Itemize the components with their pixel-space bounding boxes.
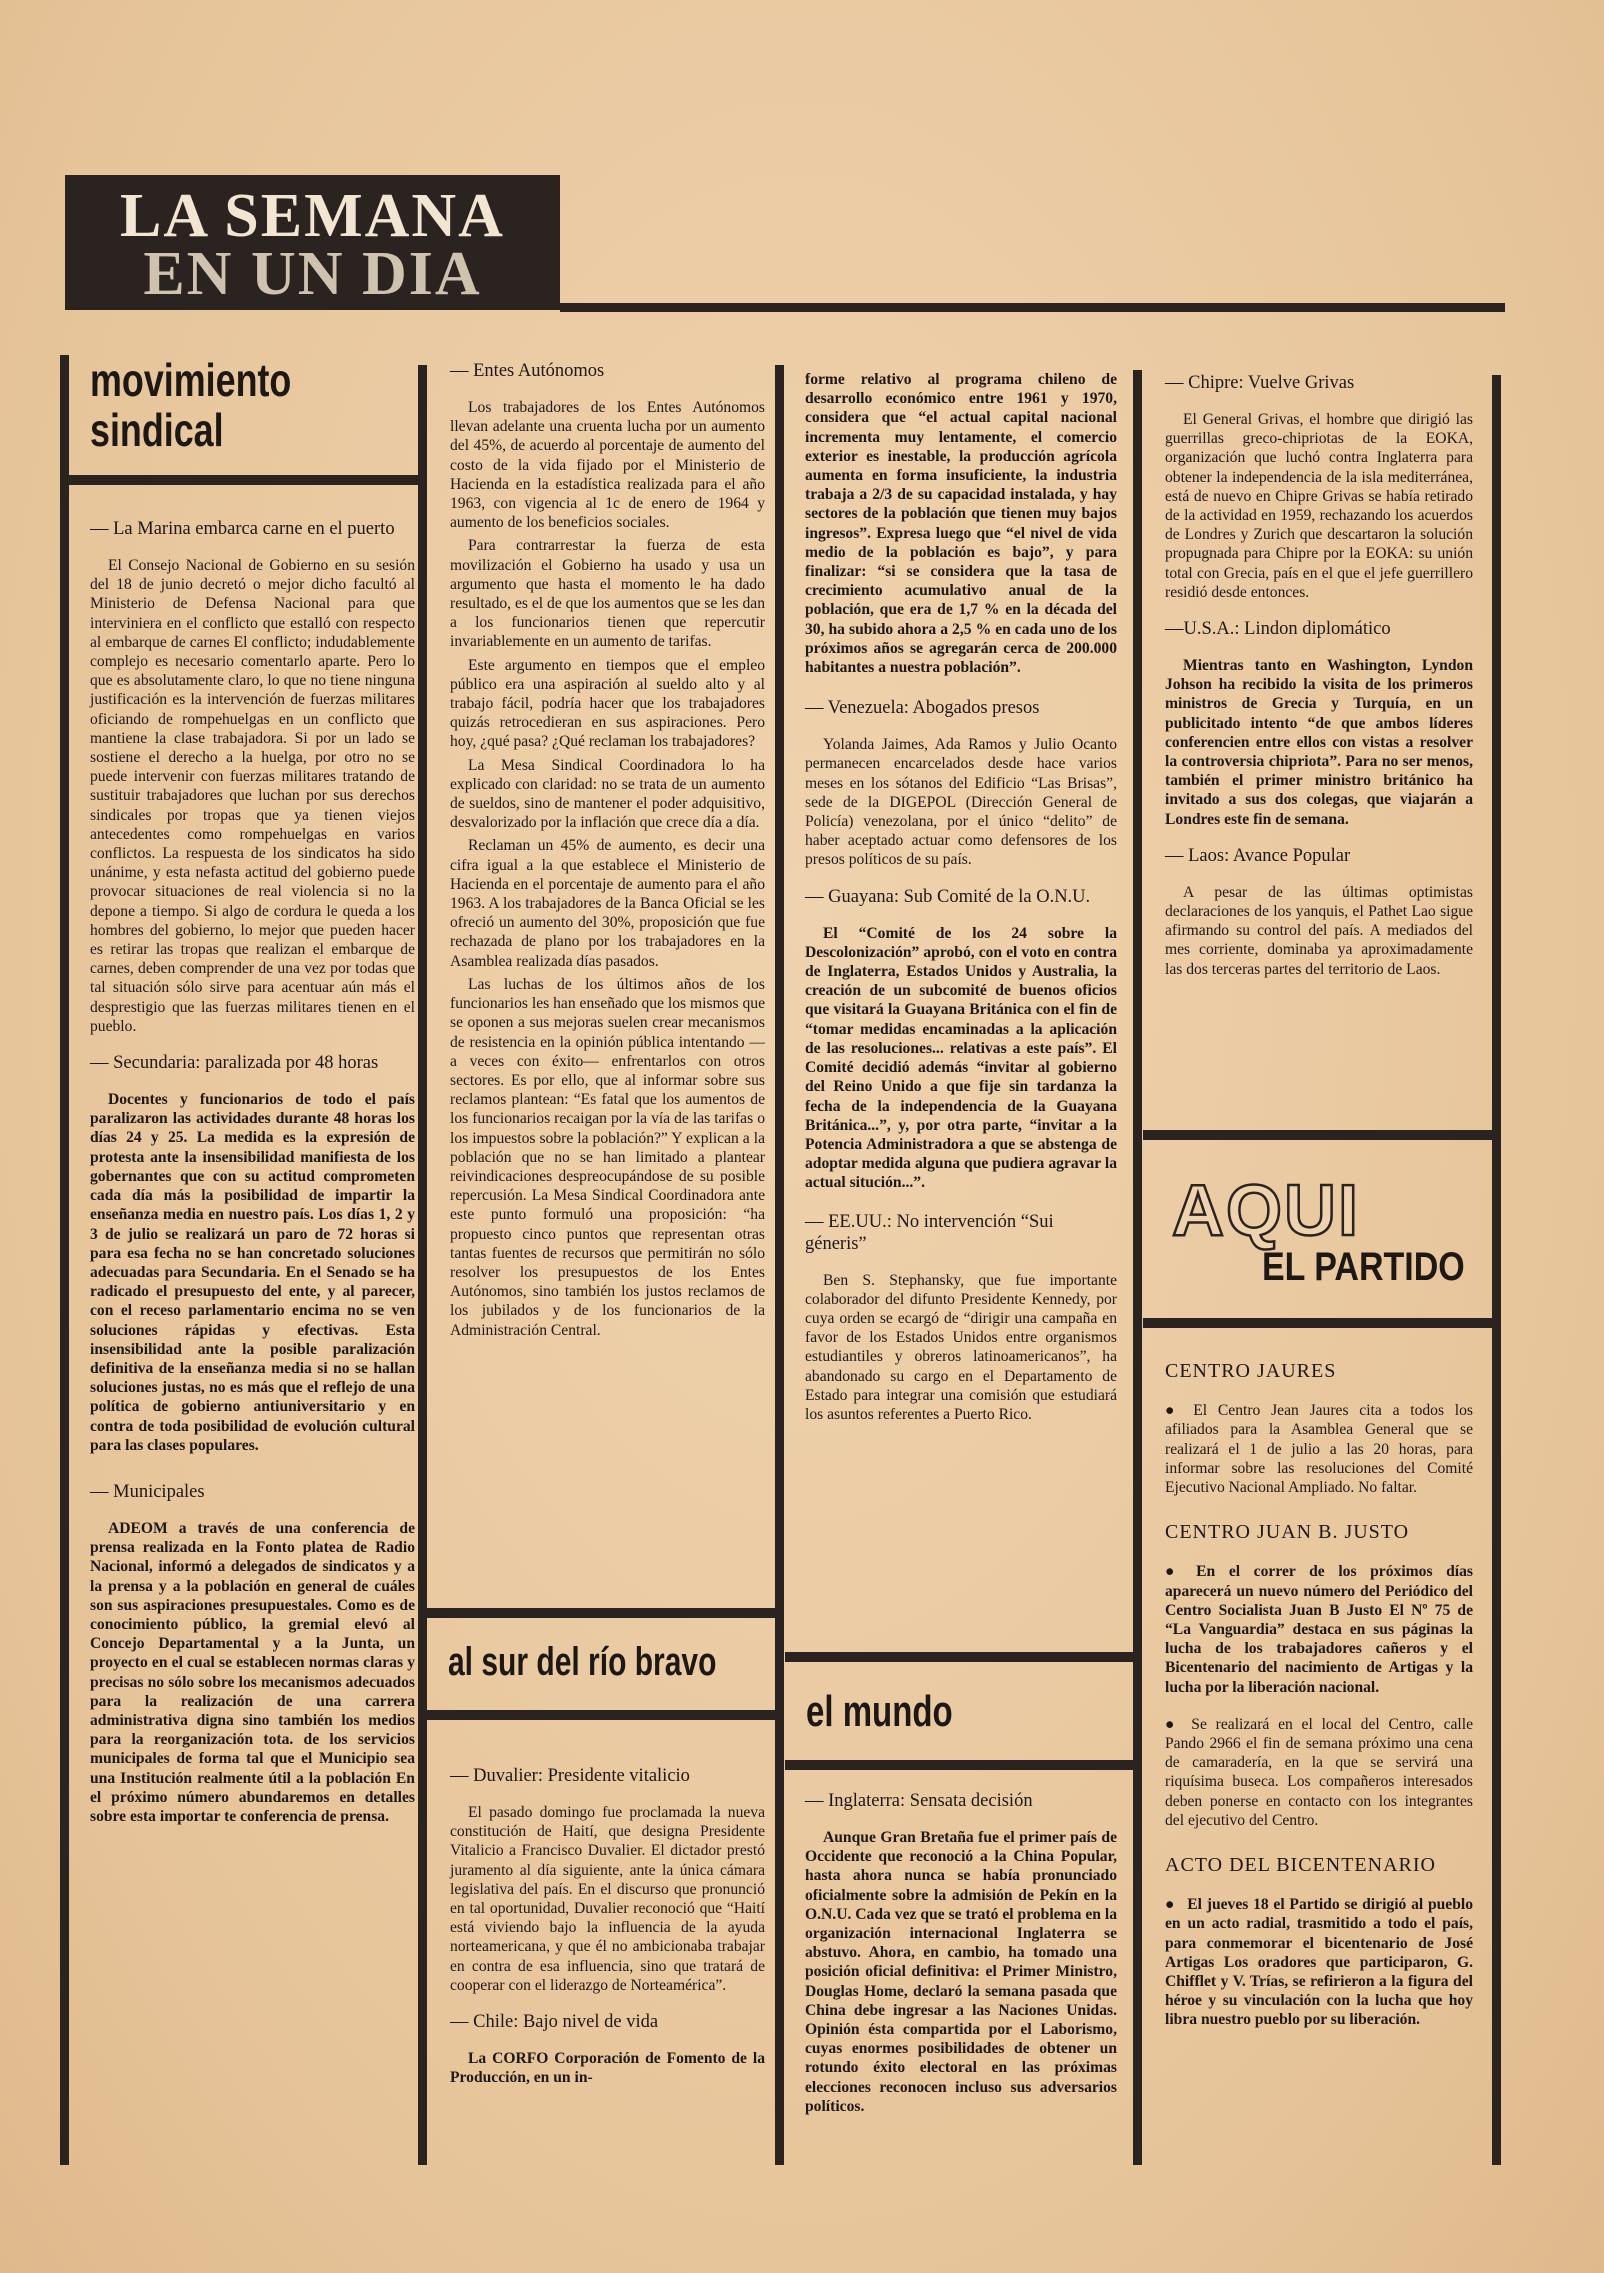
article-entes-p5: Reclaman un 45% de aumento, es decir una cifra igual a la que establece el Ministerio de Hacienda en el porcentaje de aumento para el año 1963. A los trabajadores de la Banca Oficial se les ofreció un aumento del 30%, proposición que fue rechazada de plano por los trabajadores en la Asamblea realizada días pasados. bbox=[450, 837, 765, 970]
section-rule bbox=[427, 1608, 775, 1618]
article-usa: Mientras tanto en Washington, Lyndon Johson ha recibido la visita de los primeros ministros de Grecia y Turquía, en un publicitado intento “de que ambos líderes conferencien entre ellos con vistas a resolver la controversia chipriota”. Para no ser menos, también el primer ministro británico ha invitado a sus dos colegas, que viajarán a Londres este fin de semana. bbox=[1165, 657, 1473, 828]
article-entes-p4: La Mesa Sindical Coordinadora lo ha explicado con claridad: no se trata de un aumento de sueldos, sino de mantener el poder adquisitivo, desvalorizado por la inflación que crece día a día. bbox=[450, 756, 765, 832]
section-title-el-mundo: el mundo bbox=[806, 1687, 953, 1736]
notice-jaures-text: El Centro Jean Jaures cita a todos los afiliados para la Asamblea General que se realizará el 1 de julio a las 20 horas, para informar sobre las resoluciones del Comité Ejecutivo Nacional Ampliado. No faltar. bbox=[1165, 1402, 1473, 1497]
column-3 bbox=[805, 370, 1117, 1428]
column-4 bbox=[1165, 372, 1473, 983]
headline-chipre: — Chipre: Vuelve Grivas bbox=[1165, 373, 1355, 393]
column-rule-1 bbox=[60, 355, 69, 2165]
article-guayana: El “Comité de los 24 sobre la Descolonización” aprobó, con el voto en contra de Inglaterra, Estados Unidos y Australia, la creación de un subcomité de buenos oficios que visitará la Guayana Británica con el fin de “tomar medidas encaminadas a la aplicación de las resoluciones... relativas a este país”. El Comité decidió además “invitar al gobierno del Reino Unido a que fije sin tardanza la fecha de la independencia de la Guayana Británica...”, y, por otra parte, “invitar a la Potencia Administradora a que se abstenga de adoptar medida alguna que pudiera agravar la actual situción...”. bbox=[805, 924, 1117, 1192]
section-rule bbox=[427, 1710, 775, 1720]
headline-guayana: — Guayana: Sub Comité de la O.N.U. bbox=[805, 886, 1091, 907]
section-title-movimiento-sindical: movimiento sindical bbox=[90, 354, 292, 456]
masthead-rule bbox=[560, 303, 1505, 312]
notice-title-jaures: CENTRO JAURES bbox=[1165, 1360, 1337, 1382]
article-secundaria: Docentes y funcionarios de todo el país paralizaron las actividades durante 48 horas los días 24 y 25. La medida es la expresión de protesta ante la insensibilidad manifiesta de los gobernantes que con su actitud comprometen cada día más la posibilidad de impartir la enseñanza media en nuestro país. Los días 1, 2 y 3 de julio se realizará un paro de 72 horas si para esa fecha no se han concretado soluciones adecuadas para Secundaria. En el Senado se ha radicado el presupuesto del ente, y al parecer, con el receso parlamentario encima no se ven soluciones rápidas y efectivas. Esta insensibilidad ante la posible paralización definitiva de la enseñanza media si no se hallan soluciones justas, no es más que el reflejo de una política de gobierno antiuniversitario y en contra de toda posibilidad de evolución cultural para las clases populares. bbox=[90, 1091, 415, 1454]
article-entes-p3: Este argumento en tiempos que el empleo público era una aspiración al sueldo alto y al trabajo fácil, podría hacer que los trabajadores quizás retrocedieran en sus aspiraciones. Pero hoy, ¿qué pasa? ¿Qué reclaman los trabajadores? bbox=[450, 656, 765, 751]
column-2-lower bbox=[450, 1765, 765, 2091]
column-1 bbox=[90, 508, 415, 1830]
column-rule-5 bbox=[1492, 375, 1501, 2165]
article-eeuu: Ben S. Stephansky, que fue importante colaborador del difunto Presidente Kennedy, por cuya orden se ecargó de “dirigir una campaña en favor de los Estados Unidos entre organismos estudiantiles y obreros latinoamericanos”, ha abandonado su cargo en el Departamento de Estado para integrar una comisión que estudiará los asuntos referentes a Puerto Rico. bbox=[805, 1271, 1117, 1423]
article-chile-cont: forme relativo al programa chileno de desarrollo económico entre 1961 y 1970, considera que “el actual capital nacional incrementa muy lentamente, el comercio exterior es inestable, la producción agrícola aumenta en forma insuficiente, la industria trabaja a 2/3 de su capacidad instalada, y hay sectores de la población que tienen muy bajos ingresos”. Expresa luego que “el nivel de vida medio de la población es bajo”, y para finalizar: “si se considera que la tasa de crecimiento acumulativo anual de la población, que era de 1,7 % en la década del 30, ha subido ahora a 2,5 % en cada uno de los próximos años se agregarán cerca de 200.000 habitantes a nuestra población”. bbox=[805, 371, 1117, 677]
article-entes-p1: Los trabajadores de los Entes Autónomos llevan adelante una cruenta lucha por un aumento del 45%, de acuerdo al porcentaje de aumento del costo de la vida fijado por el Ministerio de Hacienda en la estadística realizada para el año 1963, con vigencia al 1c de enero de 1964 y aumento de los beneficios sociales. bbox=[450, 399, 765, 532]
notice-justo-2 bbox=[1165, 1715, 1473, 1830]
article-duvalier: El pasado domingo fue proclamada la nueva constitución de Haití, que designa Presidente Vitalicio a Francisco Duvalier. El dictador prestó juramento al día siguiente, ante la única cámara legislativa del país. En el discurso que pronunció en tal oportunidad, Duvalier reconoció que “Haití está viviendo bajo la influencia de la ayuda norteamericana, y que él no ambicionaba trabajar en contra de esa influencia, sino que tratará de cooperar con el liderazgo de Norteamérica”. bbox=[450, 1804, 765, 1994]
column-rule-2 bbox=[418, 365, 427, 2165]
section-rule bbox=[1143, 1318, 1492, 1328]
article-laos: A pesar de las últimas optimistas declaraciones de los yanquis, el Pathet Lao sigue afirmando su control del país. A mediados del mes corriente, dominaba ya aproximadamente las dos terceras partes del territorio de Laos. bbox=[1165, 883, 1473, 978]
section-title-al-sur: al sur del río bravo bbox=[448, 1640, 717, 1684]
section-rule bbox=[785, 1760, 1133, 1770]
headline-entes: — Entes Autónomos bbox=[450, 361, 605, 381]
column-2 bbox=[450, 360, 765, 1344]
headline-venezuela: — Venezuela: Abogados presos bbox=[805, 698, 1040, 719]
column-rule-3 bbox=[775, 365, 784, 2165]
masthead bbox=[65, 175, 560, 310]
headline-chile: — Chile: Bajo nivel de vida bbox=[450, 2012, 659, 2033]
notice-justo-1-text: En el correr de los próximos días aparecerá un nuevo número del Periódico del Centro Socialista Juan B Justo El Nº 75 de “La Vanguardia” destaca en sus páginas la lucha de los trabajadores cañeros y el Bicentenario del nacimiento de Artigas y la lucha por la liberación nacional. bbox=[1165, 1563, 1473, 1696]
el-partido-title: EL PARTIDO bbox=[1262, 1245, 1465, 1289]
article-inglaterra: Aunque Gran Bretaña fue el primer país de Occidente que reconoció a la China Popular, hasta ahora nunca se había pronunciado oficialmente sobre la admisión de Pekín en la O.N.U. Cada vez que se trató el problema en la organización internacional Inglaterra se abstuvo. Ahora, en cambio, ha tomado una posición oficial definitiva: el Primer Ministro, Douglas Home, declaró la semana pasada que China debe ingresar a las Naciones Unidas. Opinión ésta compartida por el Laborismo, cuyas enormes posibilidades de obtener un rotundo éxito electoral en las próximas elecciones reconocen incluso sus adversarios políticos. bbox=[805, 1829, 1117, 2115]
masthead-line2: EN UN DIA bbox=[143, 240, 482, 308]
section-rule bbox=[785, 1652, 1133, 1662]
notice-justo-1 bbox=[1165, 1562, 1473, 1696]
party-notices bbox=[1165, 1362, 1473, 2048]
notice-bicentenario-text: El jueves 18 el Partido se dirigió al pueblo en un acto radial, trasmitido a todo el país, para conmemorar el bicentenario de José Artigas Los oradores que participaron, G. Chifflet y V. Trías, se refirieron a la figura del héroe y su vinculación con la lucha que hoy libra nuestro pueblo por su liberación. bbox=[1165, 1896, 1474, 2029]
headline-municipales: — Municipales bbox=[90, 1481, 205, 1502]
headline-duvalier: — Duvalier: Presidente vitalicio bbox=[450, 1766, 690, 1786]
notice-title-justo: CENTRO JUAN B. JUSTO bbox=[1165, 1521, 1410, 1544]
headline-inglaterra: — Inglaterra: Sensata decisión bbox=[805, 1791, 1033, 1811]
article-municipales: ADEOM a través de una conferencia de prensa realizada en la Fonto platea de Radio Nacional, informó a delegados de sindicatos y a la prensa y a la población en general de cuáles son sus aspiraciones presupuestales. Como es de conocimiento público, la gremial elevó al Concejo Departamental y a la Junta, un proyecto en el cual se establecen normas claras y precisas no sólo sobre los mecanismos adecuados para la realización de una carrera administrativa digna sino también los medios para la reorganización tota. de los servicios municipales de forma tal que el Municipio sea una Institución realmente útil a la población En el próximo número abundaremos en detalles sobre esta importar te conferencia de prensa. bbox=[90, 1519, 415, 1825]
article-chile-start: La CORFO Corporación de Fomento de la Producción, en un in- bbox=[450, 2050, 765, 2087]
headline-eeuu: — EE.UU.: No intervención “Sui géneris” bbox=[805, 1211, 1054, 1254]
article-chipre: El General Grivas, el hombre que dirigió las guerrillas greco-chipriotas de la EOKA, organización que luchó contra Inglaterra para obtener la independencia de la isla mediterránea, está de nuevo en Chipre Grivas se había retirado de la actividad en 1959, rechazando los acuerdos de Londres y Zurich que descartaron la solución propugnada para Chipre por la EOKA: su unión total con Grecia, país en el que el jefe guerrillero residió desde entonces. bbox=[1165, 411, 1473, 601]
notice-jaures bbox=[1165, 1401, 1473, 1497]
column-rule-4 bbox=[1133, 370, 1142, 2165]
masthead-line1: LA SEMANA bbox=[120, 182, 505, 250]
headline-usa: —U.S.A.: Lindon diplomático bbox=[1165, 619, 1391, 640]
section-rule bbox=[1143, 1130, 1492, 1140]
article-marina: El Consejo Nacional de Gobierno en su sesión del 18 de junio decretó o mejor dicho facultó al Ministerio de Defensa Nacional para que interviniera en el conflicto que estalló con respecto al embarque de carnes El conflicto; indudablemente complejo es necesario comentarlo aparte. Pero lo que es absolutamente claro, lo que no tiene ninguna justificación es la intervención de fuerzas militares oficiando de rompehuelgas en un conflicto que mantiene la clase trabajadora. Si por un lado se sostiene el derecho a la huelga, por otro no se puede intervenir con fuerzas militares tratando de sustituir trabajadores que luchan por sus derechos sindicales por tropas que ya tienen viejos antecedentes como rompehuelgas en varios conflictos. La respuesta de los sindicatos ha sido unánime, y esta nefasta actitud del gobierno puede provocar situaciones de real violencia si no la depone a tiempo. Si algo de cordura le queda a los hombres del gobierno, lo mejor que pueden hacer es retirar las tropas que realizan el embarque de carnes, deben comprender de una vez por todas que tal situación sólo sirve para acentuar aún más el desprestigio que las fuerzas militares tienen en el pueblo. bbox=[90, 557, 415, 1035]
column-3-lower bbox=[805, 1790, 1117, 2120]
article-venezuela: Yolanda Jaimes, Ada Ramos y Julio Ocanto permanecen encarcelados desde hace varios meses en los sótanos del Edificio “Las Brisas”, sede de la DIGEPOL (Dirección General de Policía) venezolana, por el único “delito” de haber aceptado actuar como defensores de los presos políticos de su país. bbox=[805, 736, 1117, 869]
article-entes-p6: Las luchas de los últimos años de los funcionarios les han enseñado que los mismos que se oponen a sus mejoras suelen crear mecanismos de resistencia en la opinión pública intentando —a veces con éxito— enfrentarlos con otros sectores. Es por ello, que al informar sobre sus reclamos plantean: “Es fatal que los aumentos de los funcionarios recaigan por la vía de las tarifas o los impuestos sobre la población?” Y explican a la población que no se han limitado a plantear reivindicaciones despreocupándose de su posible repercusión. La Mesa Sindical Coordinadora ante este punto formuló una proposición: “ha propuesto cinco puntos que representan otras tantas fuentes de recursos que permitirán no sólo resolver los presupuestos de los Entes Autónomos, sino también los justos reclamos de los jubilados y de los funcionarios de la Administración Central. bbox=[450, 975, 765, 1339]
headline-marina: — La Marina embarca carne en el puerto bbox=[90, 519, 395, 539]
section-rule bbox=[65, 475, 418, 485]
headline-secundaria: — Secundaria: paralizada por 48 horas bbox=[90, 1053, 379, 1074]
headline-laos: — Laos: Avance Popular bbox=[1165, 845, 1351, 866]
article-entes-p2: Para contrarrestar la fuerza de esta movilización el Gobierno ha usado y usa un argumento que hasta el momento le ha dado resultado, es el de que los aumentos que se les dan a los funcionarios tienen que repercutir invariablemente en un aumento de tarifas. bbox=[450, 537, 765, 651]
notice-title-bicentenario: ACTO DEL BICENTENARIO bbox=[1165, 1854, 1436, 1877]
aqui-title: AQUI bbox=[1172, 1171, 1360, 1251]
notice-bicentenario bbox=[1165, 1895, 1473, 2029]
notice-justo-2-text: Se realizará en el local del Centro, calle Pando 2966 el fin de semana próximo una cena de camaradería, en la que se servirá una riquísima buseca. Los compañeros interesados deben ponerse en contacto con los integrantes del ejecutivo del Centro. bbox=[1165, 1715, 1474, 1829]
